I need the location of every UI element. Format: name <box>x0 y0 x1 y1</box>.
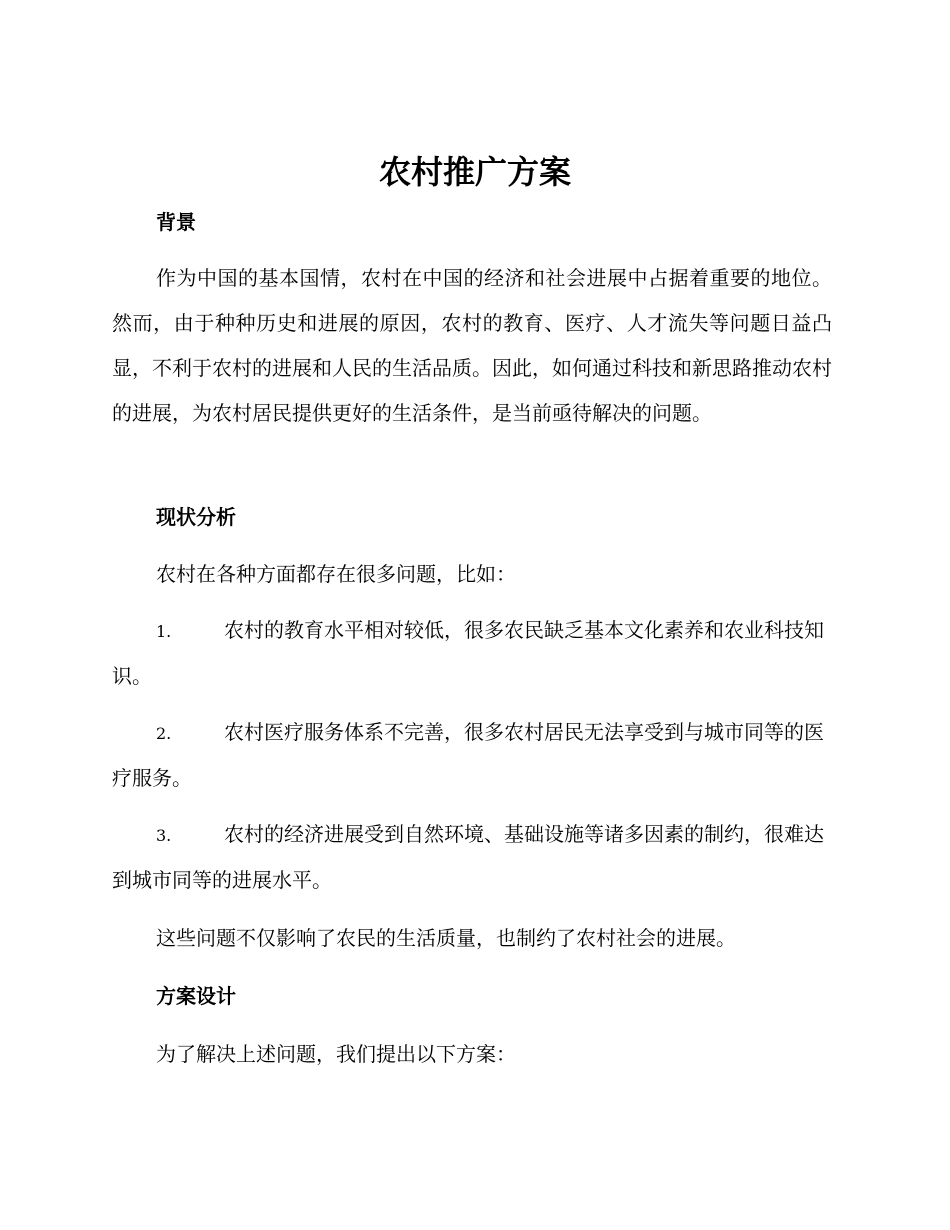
list-item-number: 2. <box>156 724 172 743</box>
list-item-text: 农村的教育水平相对较低，很多农民缺乏基本文化素养和农业科技知识。 <box>112 618 824 688</box>
design-intro: 为了解决上述问题，我们提出以下方案： <box>156 1042 516 1066</box>
document-title: 农村推广方案 <box>378 153 571 191</box>
list-item-text: 农村医疗服务体系不完善，很多农村居民无法享受到与城市同等的医疗服务。 <box>112 720 824 790</box>
background-paragraph: 作为中国的基本国情，农村在中国的经济和社会进展中占据着重要的地位。然而，由于种种历史和进展的原因，农村的教育、医疗、人才流失等问题日益凸显，不利于农村的进展和人民的生活品质。因此，如何通过科技和新思路推动农村的进展，为农村居民提供更好的生活条件，是当前亟待解决的问题。 <box>112 266 832 425</box>
list-item-number: 1. <box>156 622 172 641</box>
list-item-text: 农村的经济进展受到自然环境、基础设施等诸多因素的制约，很难达到城市同等的进展水平。 <box>112 822 824 892</box>
list-item-number: 3. <box>156 826 172 845</box>
section-heading-analysis: 现状分析 <box>156 505 236 529</box>
list-item <box>112 812 832 903</box>
section-heading-background: 背景 <box>156 210 196 234</box>
list-item <box>112 608 832 699</box>
list-item <box>112 710 832 801</box>
analysis-conclusion: 这些问题不仅影响了农民的生活质量，也制约了农村社会的进展。 <box>156 926 736 950</box>
section-heading-design: 方案设计 <box>156 984 236 1008</box>
analysis-intro: 农村在各种方面都存在很多问题，比如： <box>156 562 516 586</box>
